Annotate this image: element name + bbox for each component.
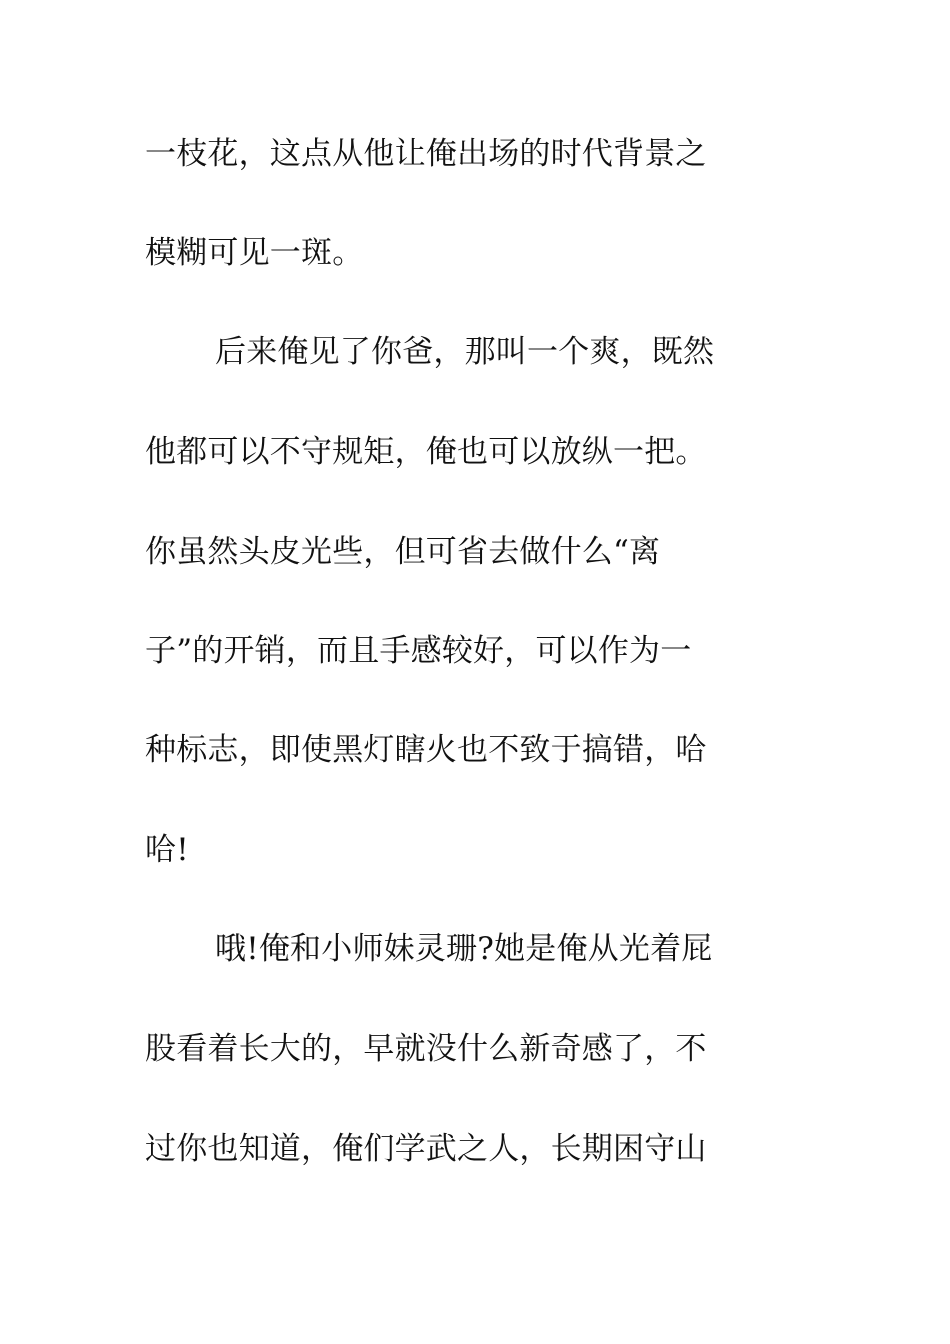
text-line: 股看着长大的，早就没什么新奇感了，不 [145, 1031, 707, 1067]
paragraph-start-line: 哦!俺和小师妹灵珊?她是俺从光着屁 [215, 931, 713, 967]
text-line: 过你也知道，俺们学武之人，长期困守山 [145, 1131, 707, 1167]
text-line: 你虽然头皮光些，但可省去做什么“离 [145, 534, 661, 570]
text-line: 他都可以不守规矩，俺也可以放纵一把。 [145, 434, 707, 470]
text-line: 哈! [145, 832, 189, 868]
paragraph-start-line: 后来俺见了你爸，那叫一个爽，既然 [215, 334, 715, 370]
text-line: 模糊可见一斑。 [145, 235, 364, 271]
text-line: 子”的开销，而且手感较好，可以作为一 [145, 633, 692, 669]
text-line: 种标志，即使黑灯瞎火也不致于搞错，哈 [145, 732, 707, 768]
text-line: 一枝花，这点从他让俺出场的时代背景之 [145, 136, 707, 172]
